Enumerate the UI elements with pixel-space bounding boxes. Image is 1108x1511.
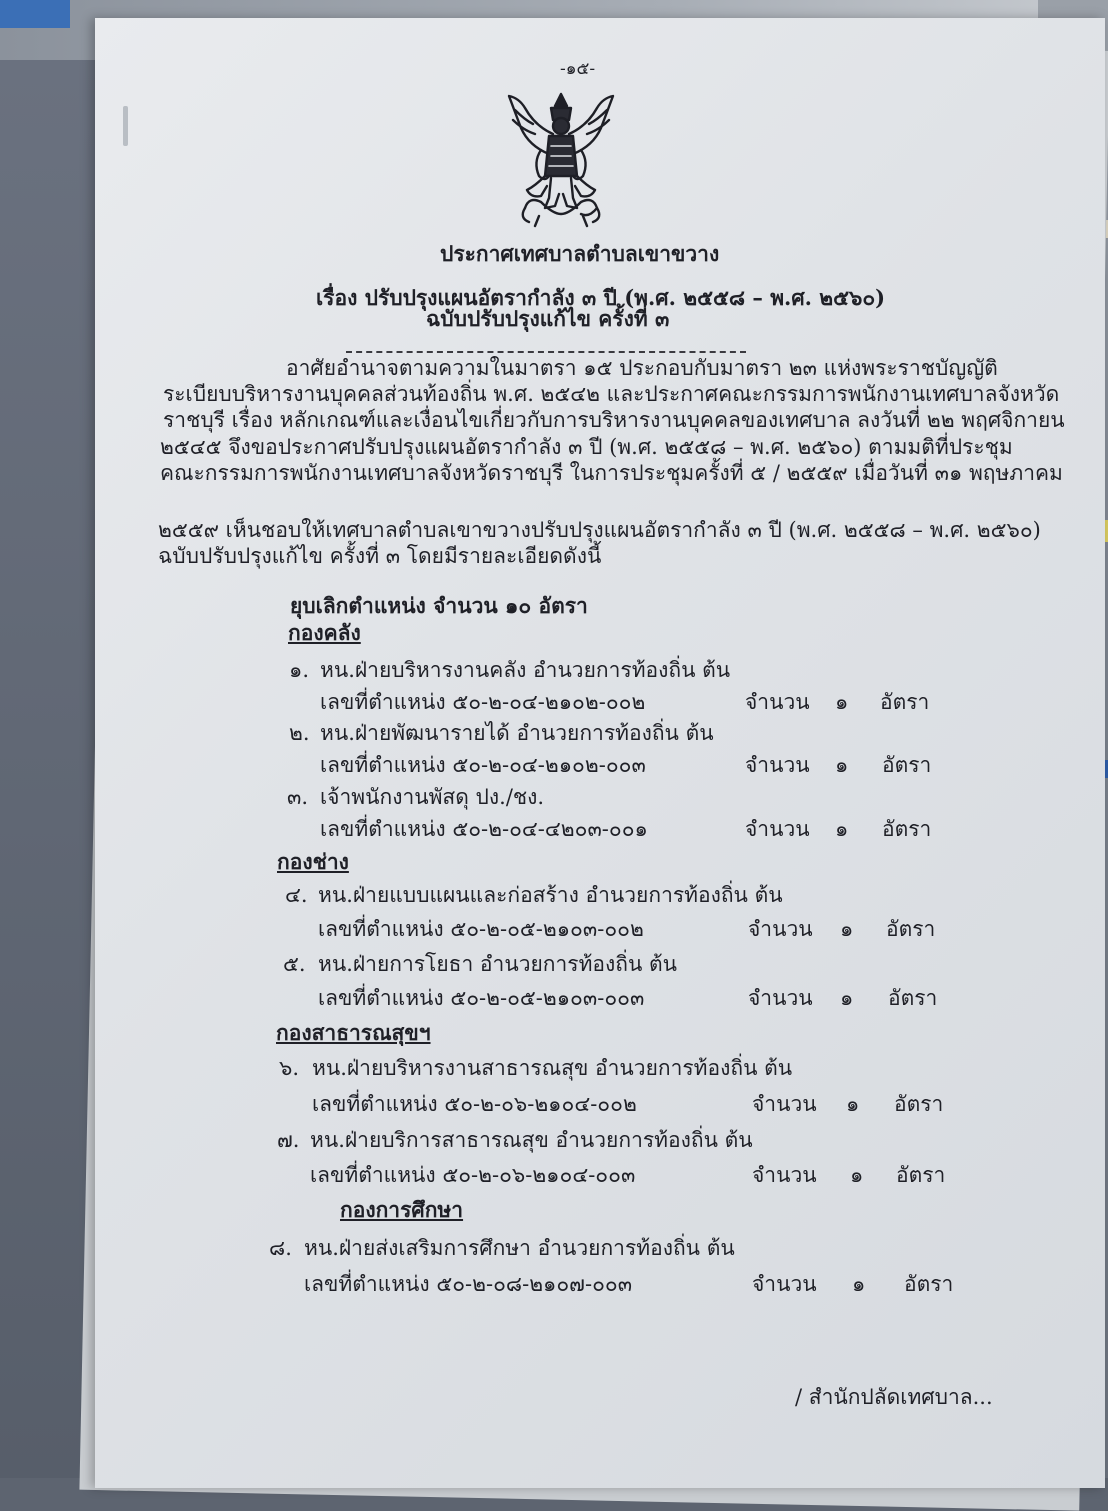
position-title: เจ้าพนักงานพัสดุ ปง./ชง. (320, 785, 545, 809)
count-unit: อัตรา (904, 1272, 954, 1296)
page-number: -๑๕- (560, 59, 596, 79)
announcement-edition: ฉบับปรับปรุงแก้ไข ครั้งที่ ๓ (426, 306, 670, 331)
position-code: เลขที่ตำแหน่ง ๕๐-๒-๐๔-๒๑๐๒-๐๐๓ (320, 753, 646, 777)
announcement-title: ประกาศเทศบาลตำบลเขาขวาง (440, 241, 720, 266)
abolish-heading: ยุบเลิกตำแหน่ง จำนวน ๑๐ อัตรา (290, 593, 588, 618)
count-value: ๑ (835, 817, 849, 841)
position-title: หน.ฝ่ายแบบแผนและก่อสร้าง อำนวยการท้องถิ่น ต้น (318, 883, 783, 907)
count-label: จำนวน (745, 753, 810, 777)
position-title: หน.ฝ่ายบริหารงานคลัง อำนวยการท้องถิ่น ต้น (320, 658, 731, 682)
position-code: เลขที่ตำแหน่ง ๕๐-๒-๐๖-๒๑๐๔-๐๐๓ (310, 1163, 636, 1187)
section-heading-public-health: กองสาธารณสุขฯ (276, 1020, 431, 1045)
position-number: ๗. (277, 1128, 300, 1152)
position-title: หน.ฝ่ายบริการสาธารณสุข อำนวยการท้องถิ่น ต้น (310, 1128, 753, 1152)
position-code: เลขที่ตำแหน่ง ๕๐-๒-๐๘-๒๑๐๗-๐๐๓ (304, 1272, 633, 1296)
garuda-emblem-icon (505, 90, 617, 230)
count-label: จำนวน (752, 1163, 817, 1187)
body-line: ๒๕๕๙ เห็นชอบให้เทศบาลตำบลเขาขวางปรับปรุงแผนอัตรากำลัง ๓ ปี (พ.ศ. ๒๕๕๘ – พ.ศ. ๒๕๖๐) (158, 518, 1041, 542)
count-value: ๑ (835, 690, 849, 714)
count-label: จำนวน (748, 917, 813, 941)
position-title: หน.ฝ่ายส่งเสริมการศึกษา อำนวยการท้องถิ่น ต้น (304, 1236, 735, 1260)
title-divider (346, 351, 746, 353)
continuation-note: / สำนักปลัดเทศบาล... (795, 1385, 993, 1409)
body-line: ๒๕๔๕ จึงขอประกาศปรับปรุงแผนอัตรากำลัง ๓ ปี (พ.ศ. ๒๕๕๘ – พ.ศ. ๒๕๖๐) ตามมติที่ประชุม (160, 435, 1013, 459)
position-code: เลขที่ตำแหน่ง ๕๐-๒-๐๕-๒๑๐๓-๐๐๒ (318, 917, 644, 941)
count-label: จำนวน (745, 817, 810, 841)
body-line: คณะกรรมการพนักงานเทศบาลจังหวัดราชบุรี ในการประชุมครั้งที่ ๕ / ๒๕๕๙ เมื่อวันที่ ๓๑ พฤษภาคม (160, 461, 1063, 485)
count-value: ๑ (846, 1092, 860, 1116)
position-title: หน.ฝ่ายการโยธา อำนวยการท้องถิ่น ต้น (318, 952, 678, 976)
body-line: ระเบียบบริหารงานบุคคลส่วนท้องถิ่น พ.ศ. ๒๕๔๒ และประกาศคณะกรรมการพนักงานเทศบาลจังหวัด (163, 382, 1060, 406)
position-code: เลขที่ตำแหน่ง ๕๐-๒-๐๕-๒๑๐๓-๐๐๓ (318, 986, 645, 1010)
count-label: จำนวน (745, 690, 810, 714)
body-line: ราชบุรี เรื่อง หลักเกณฑ์และเงื่อนไขเกี่ยวกับการบริหารงานบุคคลของเทศบาล ลงวันที่ ๒๒ พฤศจิกายน (163, 408, 1065, 432)
position-title: หน.ฝ่ายพัฒนารายได้ อำนวยการท้องถิ่น ต้น (320, 721, 714, 745)
position-code: เลขที่ตำแหน่ง ๕๐-๒-๐๔-๒๑๐๒-๐๐๒ (320, 690, 646, 714)
count-unit: อัตรา (894, 1092, 944, 1116)
body-line: อาศัยอำนาจตามความในมาตรา ๑๕ ประกอบกับมาตรา ๒๓ แห่งพระราชบัญญัติ (286, 356, 998, 380)
count-unit: อัตรา (880, 690, 930, 714)
count-label: จำนวน (752, 1092, 817, 1116)
section-heading-education: กองการศึกษา (340, 1197, 464, 1222)
count-value: ๑ (840, 917, 854, 941)
count-unit: อัตรา (888, 986, 938, 1010)
count-value: ๑ (850, 1163, 864, 1187)
section-heading-finance: กองคลัง (288, 620, 361, 645)
count-label: จำนวน (752, 1272, 817, 1296)
count-value: ๑ (835, 753, 849, 777)
position-title: หน.ฝ่ายบริหารงานสาธารณสุข อำนวยการท้องถิ่น ต้น (312, 1056, 793, 1080)
body-line: ฉบับปรับปรุงแก้ไข ครั้งที่ ๓ โดยมีรายละเอียดดังนี้ (158, 544, 602, 568)
count-unit: อัตรา (882, 817, 932, 841)
count-value: ๑ (840, 986, 854, 1010)
position-number: ๑. (289, 658, 310, 682)
announcement-subject: เรื่อง ปรับปรุงแผนอัตรากำลัง ๓ ปี (พ.ศ. ๒๕๕๘ – พ.ศ. ๒๕๖๐) (316, 285, 886, 310)
position-code: เลขที่ตำแหน่ง ๕๐-๒-๐๔-๔๒๐๓-๐๐๑ (320, 817, 648, 841)
count-value: ๑ (852, 1272, 866, 1296)
count-unit: อัตรา (896, 1163, 946, 1187)
position-number: ๓. (287, 785, 309, 809)
count-unit: อัตรา (886, 917, 936, 941)
position-number: ๕. (283, 952, 306, 976)
section-heading-engineering: กองช่าง (277, 849, 349, 874)
position-code: เลขที่ตำแหน่ง ๕๐-๒-๐๖-๒๑๐๔-๐๐๒ (312, 1092, 637, 1116)
position-number: ๔. (285, 883, 308, 907)
position-number: ๘. (269, 1236, 292, 1260)
count-unit: อัตรา (882, 753, 932, 777)
count-label: จำนวน (748, 986, 813, 1010)
position-number: ๒. (289, 721, 310, 745)
position-number: ๖. (279, 1056, 300, 1080)
